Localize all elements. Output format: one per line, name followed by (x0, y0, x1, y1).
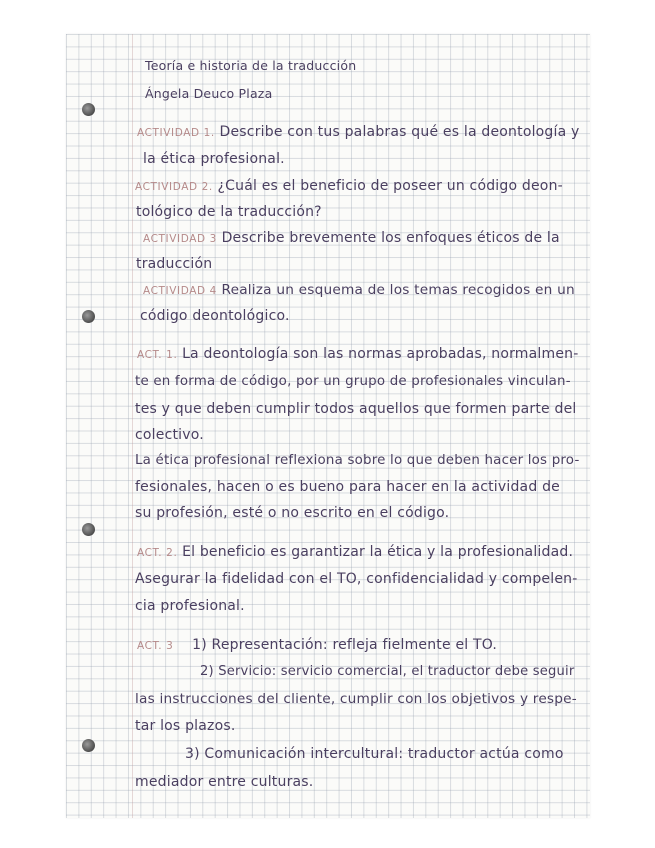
task-text: Realiza un esquema de los temas recogidos en un (221, 282, 575, 298)
binder-hole-icon (82, 739, 95, 752)
task-2-continued: tológico de la traducción? (136, 204, 322, 220)
answer-text: 1) Representación: refleja fielmente el TO. (192, 637, 498, 653)
binder-hole-icon (82, 103, 95, 116)
answer-3-line: mediador entre culturas. (135, 774, 314, 790)
binder-hole-icon (82, 523, 95, 536)
task-label: ACTIVIDAD 3 (143, 233, 217, 245)
answer-1-line: tes y que deben cumplir todos aquellos que formen parte del (135, 401, 577, 417)
margin-line (132, 34, 133, 818)
answer-label: ACT. 3 (137, 640, 174, 652)
answer-label: ACT. 1. (137, 349, 178, 361)
answer-1-line: su profesión, esté o no escrito en el código. (135, 505, 450, 521)
task-label: ACTIVIDAD 4 (143, 285, 217, 297)
answer-3-line: 3) Comunicación intercultural: traductor actúa como (185, 746, 564, 762)
answer-text: La deontología son las normas aprobadas, normalmen- (182, 346, 579, 362)
task-3 (143, 230, 560, 246)
task-text: Describe brevemente los enfoques éticos de la (221, 230, 560, 246)
course-title: Teoría e historia de la traducción (145, 58, 357, 73)
answer-2-line: Asegurar la fidelidad con el TO, confidencialidad y compelen- (135, 571, 578, 587)
answer-3-line: tar los plazos. (135, 718, 236, 734)
answer-label: ACT. 2. (137, 547, 178, 559)
answer-1-line: fesionales, hacen o es bueno para hacer en la actividad de (135, 479, 560, 495)
answer-2-line: cia profesional. (135, 598, 245, 614)
task-4-continued: código deontológico. (140, 308, 290, 324)
answer-3-line: las instrucciones del cliente, cumplir con los objetivos y respe- (135, 691, 577, 707)
answer-3-line (137, 637, 497, 653)
answer-3-line: 2) Servicio: servicio comercial, el traductor debe seguir (200, 664, 575, 679)
answer-2-line (137, 544, 573, 560)
task-text: ¿Cuál es el beneficio de poseer un código deon- (217, 178, 563, 194)
task-3-continued: traducción (136, 256, 213, 272)
task-label: ACTIVIDAD 1. (137, 127, 215, 139)
answer-text: El beneficio es garantizar la ética y la profesionalidad. (182, 544, 574, 560)
task-label: ACTIVIDAD 2. (135, 181, 213, 193)
binder-hole-icon (82, 310, 95, 323)
task-4 (143, 282, 575, 298)
task-1-continued: la ética profesional. (143, 151, 285, 167)
answer-1-line (137, 346, 579, 362)
task-2 (135, 178, 563, 194)
answer-1-line: colectivo. (135, 427, 204, 443)
task-text: Describe con tus palabras qué es la deontología y (219, 124, 580, 140)
task-1 (137, 124, 580, 140)
answer-1-line: te en forma de código, por un grupo de profesionales vinculan- (135, 374, 571, 389)
answer-1-line: La ética profesional reflexiona sobre lo que deben hacer los pro- (135, 453, 580, 468)
student-name: Ángela Deuco Plaza (145, 86, 273, 101)
